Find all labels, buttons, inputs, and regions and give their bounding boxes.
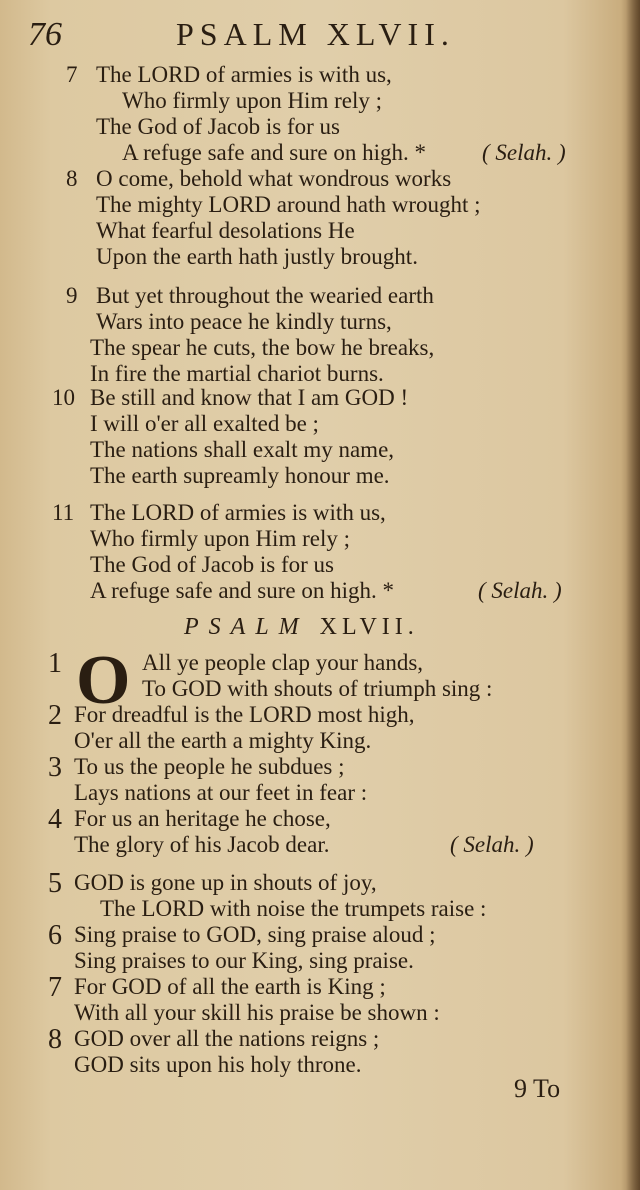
verse-line: Be still and know that I am GOD ! [90,385,409,410]
verse-line: The LORD of armies is with us, [90,500,386,525]
verse-number: 8 [66,166,78,191]
running-title: PSALM XLVII. [176,16,455,52]
verse-number: 9 [66,283,78,308]
verse-line: Wars into peace he kindly turns, [96,309,392,334]
verse-line: The LORD with noise the trumpets raise : [100,896,487,921]
verse-number: 2 [48,700,62,731]
verse-number: 8 [48,1024,62,1055]
verse-number: 4 [48,804,62,835]
page-edge-shadow [626,0,640,1190]
verse-line: O'er all the earth a mighty King. [74,728,372,753]
verse-number: 1 [48,648,62,679]
verse-line: The nations shall exalt my name, [90,437,395,462]
psalm-title-number: XLVII. [319,614,419,640]
drop-cap: O [76,642,131,719]
verse-number: 7 [66,62,78,87]
verse-line: The God of Jacob is for us [96,114,341,139]
verse-line: To GOD with shouts of triumph sing : [142,676,493,701]
verse-line: Sing praises to our King, sing praise. [74,948,414,973]
verse-line: For us an heritage he chose, [74,806,331,831]
verse-line: Who firmly upon Him rely ; [90,526,350,551]
verse-line: The LORD of armies is with us, [96,62,392,87]
verse-number: 11 [52,500,75,525]
catchword: 9 To [514,1074,561,1103]
verse-line: GOD over all the nations reigns ; [74,1026,380,1051]
verse-number: 3 [48,752,62,783]
verse-line: GOD is gone up in shouts of joy, [74,870,377,895]
verse-line: Lays nations at our feet in fear : [74,780,368,805]
verse-number: 6 [48,920,62,951]
verse-line: The glory of his Jacob dear. [74,832,330,857]
verse-line: For GOD of all the earth is King ; [74,974,386,999]
verse-line: In fire the martial chariot burns. [90,361,384,386]
selah-mark: ( Selah. ) [482,140,566,165]
verse-line: Upon the earth hath justly brought. [96,244,418,269]
verse-line: To us the people he subdues ; [74,754,345,779]
verse-number: 5 [48,868,62,899]
verse-line: I will o'er all exalted be ; [90,411,319,436]
verse-line: The earth supreamly honour me. [90,463,390,488]
verse-line: A refuge safe and sure on high. * [122,140,427,165]
verse-line: Who firmly upon Him rely ; [122,88,382,113]
psalm-title [184,614,419,641]
verse-line: O come, behold what wondrous works [96,166,452,191]
verse-line: For dreadful is the LORD most high, [74,702,415,727]
verse-line: A refuge safe and sure on high. * [90,578,395,603]
selah-mark: ( Selah. ) [478,578,562,603]
verse-line: Sing praise to GOD, sing praise aloud ; [74,922,436,947]
verse-line: With all your skill his praise be shown : [74,1000,440,1025]
verse-line: What fearful desolations He [96,218,355,243]
verse-line: GOD sits upon his holy throne. [74,1052,362,1077]
verse-line: The God of Jacob is for us [90,552,335,577]
verse-line: All ye people clap your hands, [142,650,424,675]
verse-number: 7 [48,972,62,1003]
page-number: 76 [28,16,62,53]
psalm-title-word: PSALM [184,614,309,640]
verse-line: The mighty LORD around hath wrought ; [96,192,481,217]
verse-line: But yet throughout the wearied earth [96,283,434,308]
selah-mark: ( Selah. ) [450,832,534,857]
verse-line: The spear he cuts, the bow he breaks, [90,335,435,360]
page-header [0,6,640,56]
verse-number: 10 [52,385,75,410]
